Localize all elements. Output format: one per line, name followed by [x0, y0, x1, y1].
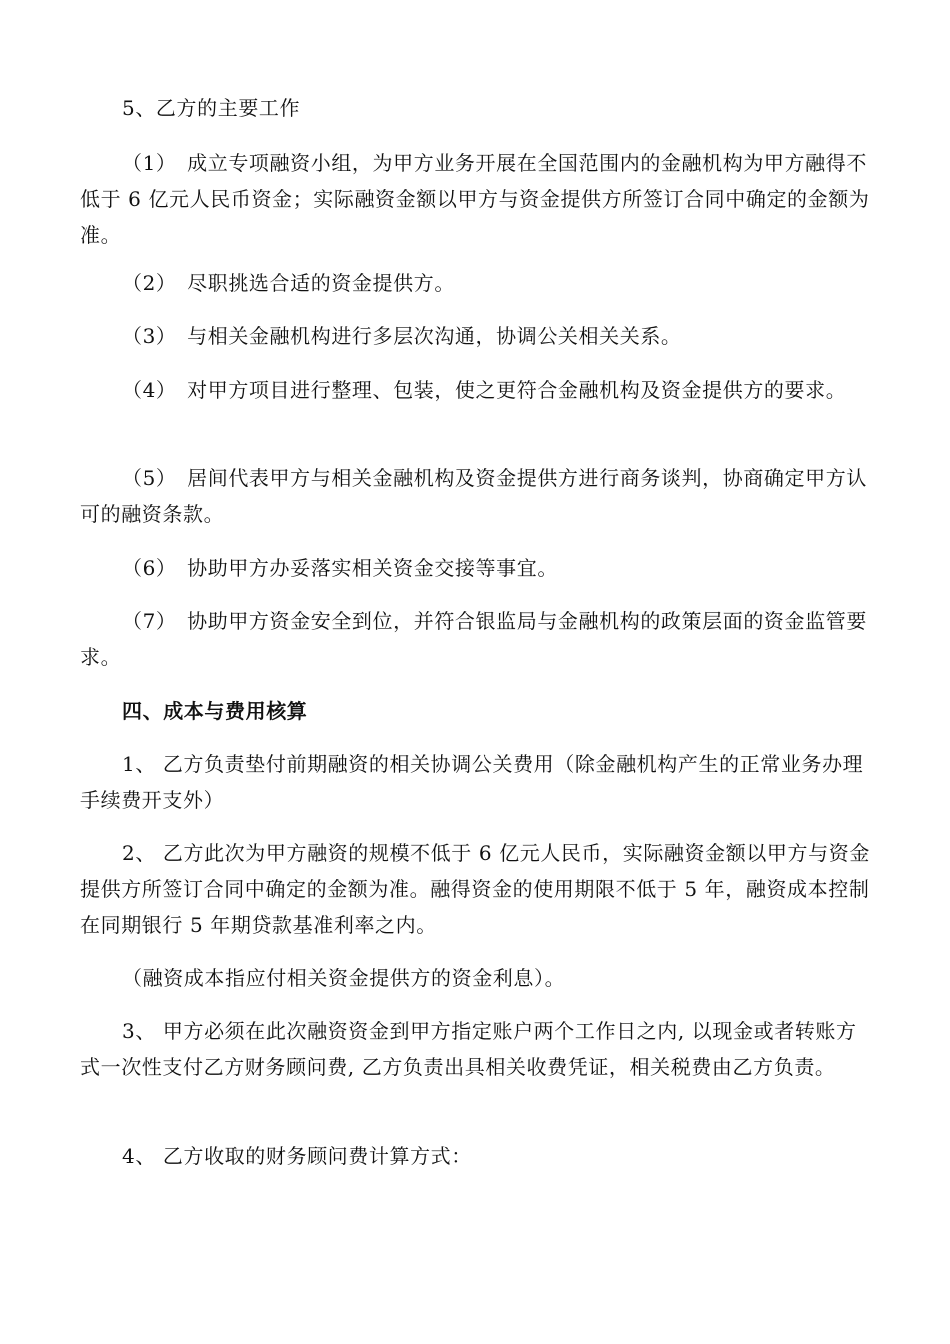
paragraph-item-5: （5） 居间代表甲方与相关金融机构及资金提供方进行商务谈判，协商确定甲方认可的融资条款。: [80, 466, 867, 526]
paragraph-cost-note: （融资成本指应付相关资金提供方的资金利息）。: [122, 966, 566, 990]
paragraph-cost-2: 2、 乙方此次为甲方融资的规模不低于 6 亿元人民币，实际融资金额以甲方与资金提供方所签订合同中确定的金额为准。融得资金的使用期限不低于 5 年，融资成本控制在同期银行 5 年期贷款基准利率之内。: [80, 841, 870, 937]
paragraph-item-4: （4） 对甲方项目进行整理、包装，使之更符合金融机构及资金提供方的要求。: [122, 378, 847, 402]
paragraph-cost-1: 1、 乙方负责垫付前期融资的相关协调公关费用（除金融机构产生的正常业务办理手续费开支外）: [80, 752, 864, 812]
paragraph-item-2: （2） 尽职挑选合适的资金提供方。: [122, 271, 455, 295]
paragraph-item-3: （3） 与相关金融机构进行多层次沟通，协调公关相关关系。: [122, 324, 682, 348]
paragraph-cost-3: 3、 甲方必须在此次融资资金到甲方指定账户两个工作日之内, 以现金或者转账方式一次性支付乙方财务顾问费, 乙方负责出具相关收费凭证，相关税费由乙方负责。: [80, 1019, 857, 1079]
paragraph-item-6: （6） 协助甲方办妥落实相关资金交接等事宜。: [122, 556, 558, 580]
paragraph-item-7: （7） 协助甲方资金安全到位，并符合银监局与金融机构的政策层面的资金监管要求。: [80, 609, 867, 669]
paragraph-item-1: （1） 成立专项融资小组，为甲方业务开展在全国范围内的金融机构为甲方融得不低于 6 亿元人民币资金；实际融资金额以甲方与资金提供方所签订合同中确定的金额为准。: [80, 151, 870, 247]
paragraph-cost-4: 4、 乙方收取的财务顾问费计算方式：: [122, 1144, 472, 1168]
section-heading-yifang-work: 5、乙方的主要工作: [122, 96, 301, 120]
section-heading-cost: 四、成本与费用核算: [122, 699, 308, 723]
